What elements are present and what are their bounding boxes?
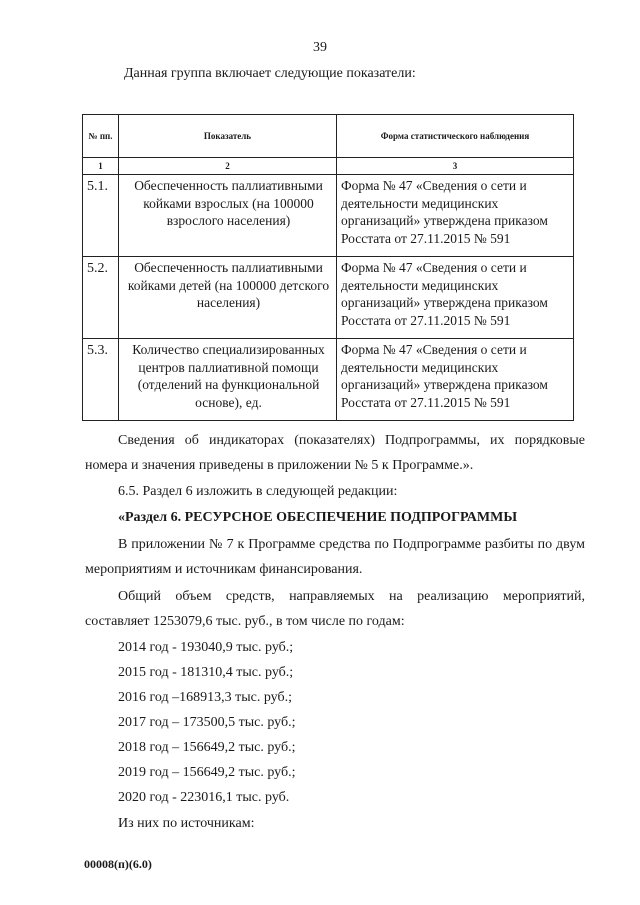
row-indicator: Количество специализированных центров паллиативной помощи (отделений на функциональной основе), ед. — [119, 339, 337, 421]
table-row — [83, 175, 574, 257]
row-form: Форма № 47 «Сведения о сети и деятельности медицинских организаций» утверждена приказом Росстата от 27.11.2015 № 591 — [337, 175, 574, 257]
page-number: 39 — [313, 40, 327, 55]
indicators-table — [82, 114, 574, 421]
intro-text: Данная группа включает следующие показатели: — [124, 66, 416, 81]
row-num: 5.3. — [83, 339, 119, 421]
row-indicator: Обеспеченность паллиативными койками взрослых (на 100000 взрослого населения) — [119, 175, 337, 257]
row-form: Форма № 47 «Сведения о сети и деятельности медицинских организаций» утверждена приказом Росстата от 27.11.2015 № 591 — [337, 339, 574, 421]
table-column-numbers-row — [83, 158, 574, 175]
row-indicator: Обеспеченность паллиативными койками детей (на 100000 детского населения) — [119, 257, 337, 339]
paragraph-total-funding: Общий объем средств, направляемых на реализацию мероприятий, составляет 1253079,6 тыс. руб., в том числе по годам: — [85, 589, 585, 629]
paragraph-section-edit: 6.5. Раздел 6 изложить в следующей редакции: — [118, 484, 398, 499]
table-row — [83, 257, 574, 339]
section-heading: «Раздел 6. РЕСУРСНОЕ ОБЕСПЕЧЕНИЕ ПОДПРОГРАММЫ — [118, 510, 518, 525]
col-number-3: 3 — [337, 158, 574, 175]
row-num: 5.2. — [83, 257, 119, 339]
body-text — [85, 428, 585, 836]
paragraph-appendix-7: В приложении № 7 к Программе средства по Подпрограмме разбиты по двум мероприятиям и источникам финансирования. — [85, 537, 585, 577]
year-line: 2015 год - 181310,4 тыс. руб.; — [118, 665, 294, 680]
col-number-1: 1 — [83, 158, 119, 175]
year-line: 2016 год –168913,3 тыс. руб.; — [118, 690, 292, 705]
header-num: № пп. — [83, 115, 119, 158]
year-line: 2018 год – 156649,2 тыс. руб.; — [118, 740, 296, 755]
document-code: 00008(п)(6.0) — [84, 857, 152, 871]
table-header-row — [83, 115, 574, 158]
header-form: Форма статистического наблюдения — [337, 115, 574, 158]
year-line: 2019 год – 156649,2 тыс. руб.; — [118, 765, 296, 780]
paragraph-indicators-info: Сведения об индикаторах (показателях) Подпрограммы, их порядковые номера и значения приведены в приложении № 5 к Программе.». — [85, 433, 585, 473]
table-row — [83, 339, 574, 421]
year-line: 2020 год - 223016,1 тыс. руб. — [118, 790, 290, 805]
row-form: Форма № 47 «Сведения о сети и деятельности медицинских организаций» утверждена приказом Росстата от 27.11.2015 № 591 — [337, 257, 574, 339]
year-line: 2014 год - 193040,9 тыс. руб.; — [118, 640, 294, 655]
header-indicator: Показатель — [119, 115, 337, 158]
year-line: 2017 год – 173500,5 тыс. руб.; — [118, 715, 296, 730]
row-num: 5.1. — [83, 175, 119, 257]
col-number-2: 2 — [119, 158, 337, 175]
paragraph-sources: Из них по источникам: — [118, 816, 255, 831]
